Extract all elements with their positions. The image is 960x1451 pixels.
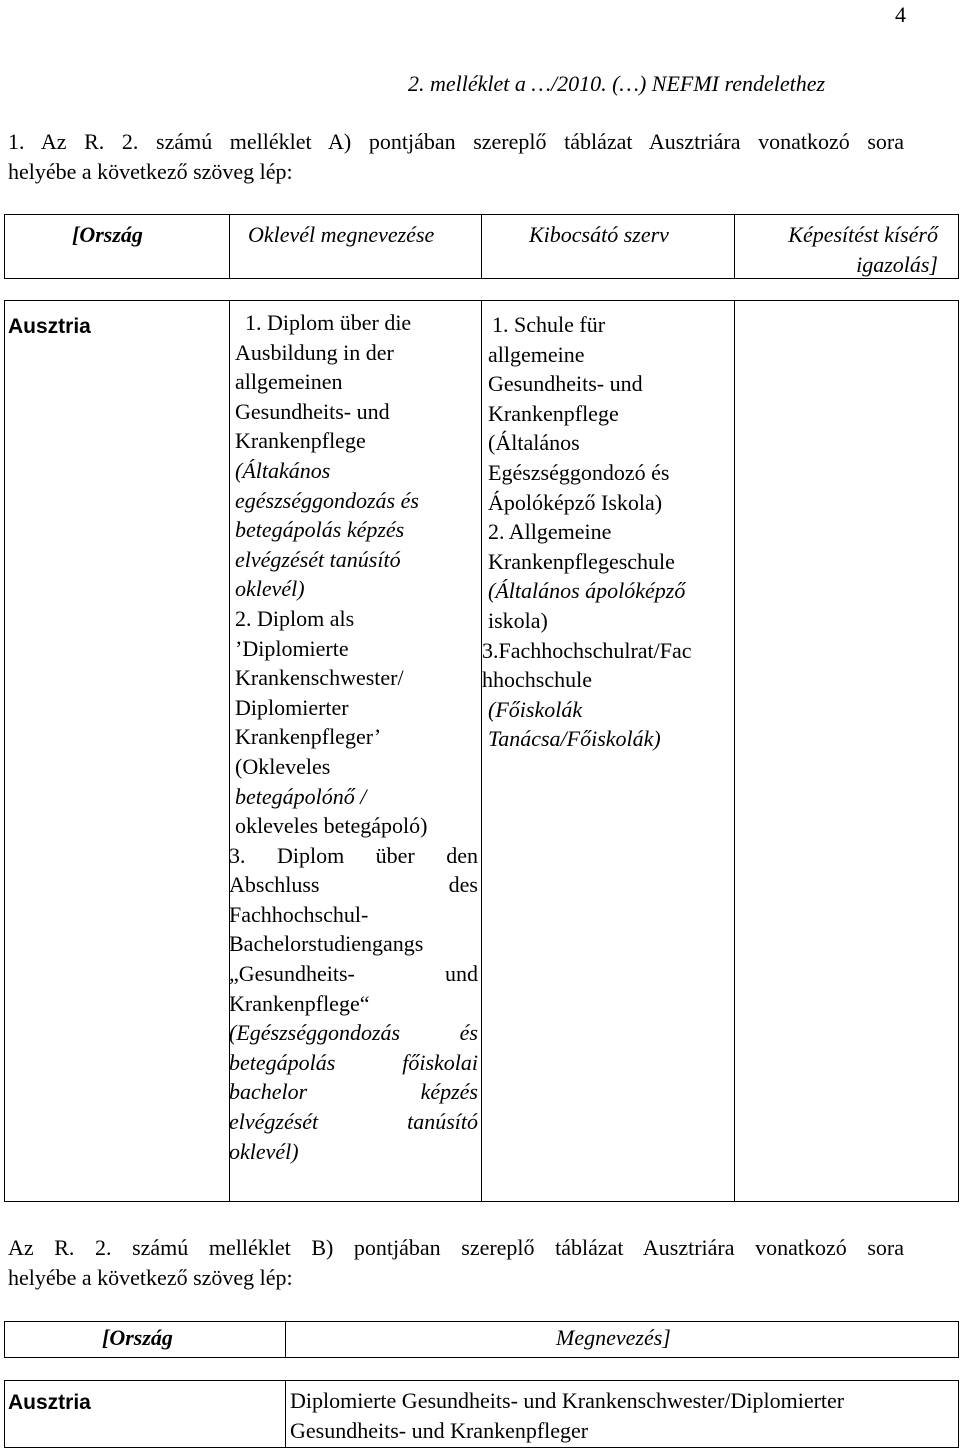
table-b-row-country: Ausztria	[8, 1391, 91, 1414]
diploma-name-line: Abschluss des	[229, 872, 478, 898]
header-diploma-name: Oklevél megnevezése	[248, 222, 435, 247]
table-b-name-line: Diplomierte Gesundheits- und Krankenschwester/Diplomierter	[290, 1388, 845, 1413]
table-divider	[229, 214, 230, 279]
header-certificate-line: igazolás]	[856, 251, 938, 277]
diploma-name-line: Krankenpflege“	[229, 990, 370, 1016]
diploma-name-line: oklevél)	[229, 1138, 299, 1164]
issuer-line: Ápolóképző Iskola)	[488, 489, 663, 515]
diploma-name-line: allgemeinen	[235, 369, 343, 395]
section2-intro	[8, 1233, 908, 1292]
diploma-name-line: betegápolónő /	[235, 783, 367, 809]
header-certificate	[740, 220, 938, 279]
diploma-name-line: elvégzését tanúsító	[229, 1109, 478, 1135]
diploma-names-cell	[229, 308, 484, 1166]
diploma-name-line: (Okleveles	[235, 753, 331, 779]
diploma-name-line: (Áltakános	[235, 457, 331, 483]
diploma-name-line: betegápolás képzés	[235, 517, 405, 543]
section1-intro-line: helyébe a következő szöveg lép:	[8, 158, 293, 184]
table-divider	[734, 214, 735, 279]
table-divider	[734, 300, 735, 1202]
diploma-name-line: elvégzését tanúsító	[235, 546, 401, 572]
diploma-name-line: egészséggondozás és	[235, 487, 419, 513]
diploma-name-line: Krankenpflege	[235, 428, 366, 454]
issuer-line: 2. Allgemeine	[488, 519, 612, 545]
diploma-name-line: „Gesundheits- und	[229, 961, 478, 987]
table-b-header-name: Megnevezés]	[556, 1325, 671, 1350]
row-country: Ausztria	[8, 315, 91, 338]
annex-heading: 2. melléklet a …/2010. (…) NEFMI rendelethez	[408, 71, 826, 96]
diploma-name-line: bachelor képzés	[229, 1079, 478, 1105]
diploma-name-line: Bachelorstudiengangs	[229, 931, 424, 957]
issuer-line: (Főiskolák	[488, 696, 583, 722]
issuer-line: Egészséggondozó és	[488, 459, 670, 485]
diploma-name-line: oklevél)	[235, 576, 305, 602]
section2-intro-line: Az R. 2. számú melléklet B) pontjában szereplő táblázat Ausztriára vonatkozó sora	[8, 1235, 904, 1260]
issuer-line: allgemeine	[488, 341, 585, 367]
table-divider	[481, 214, 482, 279]
section1-intro	[8, 127, 908, 186]
diploma-name-line: (Egészséggondozás és	[229, 1020, 478, 1046]
section2-intro-line: helyébe a következő szöveg lép:	[8, 1264, 293, 1290]
diploma-name-line: Diplomierter	[235, 694, 349, 720]
issuers-cell	[482, 310, 698, 754]
diploma-name-line: Ausbildung in der	[235, 339, 394, 365]
diploma-name-line: ’Diplomierte	[235, 635, 349, 661]
header-country: [Ország	[72, 222, 143, 247]
issuer-line: iskola)	[488, 607, 548, 633]
issuer-line: Gesundheits- und	[488, 371, 643, 397]
section1-intro-line: 1. Az R. 2. számú melléklet A) pontjában szereplő táblázat Ausztriára vonatkozó sora	[8, 129, 904, 154]
page-number: 4	[895, 2, 906, 27]
diploma-name-line: Fachhochschul-	[229, 901, 369, 927]
issuer-line: (Általános	[488, 430, 580, 456]
issuer-line: Tanácsa/Főiskolák)	[488, 726, 661, 752]
table-b-header-country: [Ország	[102, 1325, 173, 1350]
issuer-line: 3.Fachhochschulrat/Fac	[482, 637, 692, 663]
diploma-name-line: betegápolás főiskolai	[229, 1049, 478, 1075]
issuer-line: Krankenpflege	[488, 400, 619, 426]
table-divider	[285, 1380, 286, 1448]
issuer-line: Krankenpflegeschule	[488, 548, 675, 574]
diploma-name-line: 3. Diplom über den	[229, 842, 478, 868]
issuer-line: 1. Schule für	[492, 312, 606, 337]
diploma-name-line: okleveles betegápoló)	[235, 813, 428, 839]
issuer-line: (Általános ápolóképző	[488, 578, 686, 604]
diploma-name-line: Gesundheits- und	[235, 398, 390, 424]
table-b-name-line: Gesundheits- und Krankenpfleger	[290, 1417, 589, 1443]
header-issuer: Kibocsátó szerv	[529, 222, 669, 247]
diploma-name-line: Krankenpfleger’	[235, 724, 382, 750]
table-divider	[285, 1321, 286, 1358]
diploma-name-line: 2. Diplom als	[235, 605, 355, 631]
table-b-row-name	[290, 1386, 844, 1445]
issuer-line: hhochschule	[482, 667, 592, 693]
diploma-name-line: Krankenschwester/	[235, 665, 404, 691]
diploma-name-line: 1. Diplom über die	[245, 310, 412, 335]
header-certificate-line: Képesítést kísérő	[788, 222, 938, 247]
